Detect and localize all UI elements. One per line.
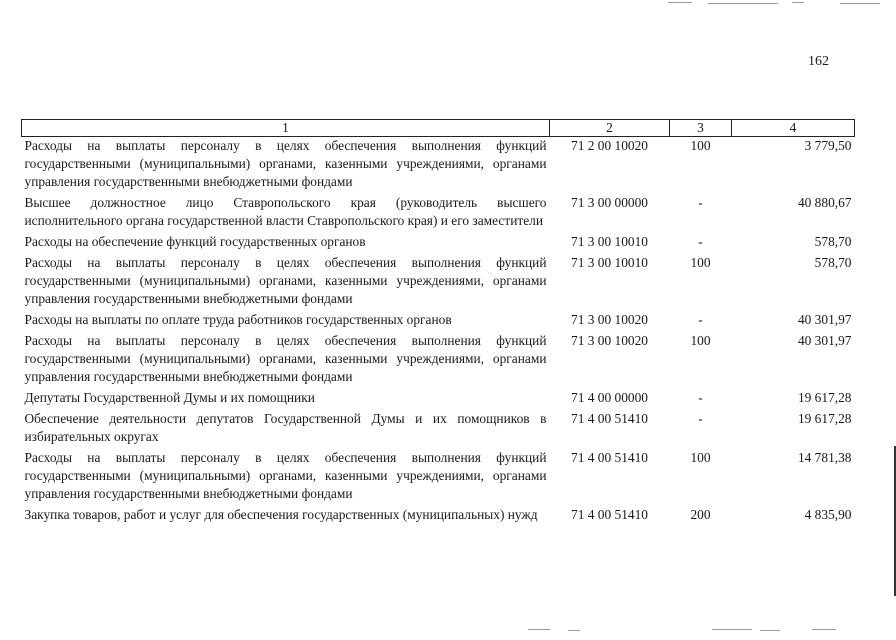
table-row bbox=[22, 194, 855, 233]
table-row bbox=[22, 137, 855, 195]
table-row bbox=[22, 506, 855, 527]
column-header: 2 bbox=[550, 120, 670, 137]
target-article-code: 71 4 00 00000 bbox=[571, 390, 648, 405]
expense-type-code: 100 bbox=[690, 450, 711, 465]
expense-type-code: 100 bbox=[690, 138, 711, 153]
target-article-code: 71 4 00 51410 bbox=[571, 450, 648, 465]
table-row bbox=[22, 311, 855, 332]
scan-mark-bottom-4 bbox=[760, 630, 780, 631]
scan-mark-bottom-5 bbox=[812, 629, 836, 630]
page-number: 162 bbox=[808, 54, 829, 69]
amount: 14 781,38 bbox=[797, 450, 852, 465]
column-header: 4 bbox=[732, 120, 855, 137]
expense-description: Расходы на выплаты по оплате труда работников государственных органов bbox=[24, 312, 452, 327]
column-header: 3 bbox=[670, 120, 732, 137]
table-header-row bbox=[22, 120, 855, 137]
scan-mark-top-4 bbox=[840, 3, 880, 4]
target-article-code: 71 3 00 10010 bbox=[571, 255, 648, 270]
amount: 578,70 bbox=[814, 234, 852, 249]
expense-description: Закупка товаров, работ и услуг для обеспечения государственных (муниципальных) нужд bbox=[24, 507, 538, 522]
target-article-code: 71 4 00 51410 bbox=[571, 507, 648, 522]
expense-type-code: - bbox=[698, 234, 703, 249]
expense-description: Обеспечение деятельности депутатов Государственной Думы и их помощников в избирательных округах bbox=[24, 411, 547, 444]
scan-mark-bottom-2 bbox=[568, 630, 580, 631]
amount: 40 880,67 bbox=[797, 195, 852, 210]
target-article-code: 71 2 00 10020 bbox=[571, 138, 648, 153]
scan-mark-bottom-3 bbox=[712, 629, 752, 630]
amount: 40 301,97 bbox=[797, 312, 852, 327]
expense-type-code: - bbox=[698, 312, 703, 327]
expense-type-code: 100 bbox=[690, 333, 711, 348]
expense-type-code: 100 bbox=[690, 255, 711, 270]
target-article-code: 71 3 00 10010 bbox=[571, 234, 648, 249]
table-row bbox=[22, 254, 855, 311]
amount: 3 779,50 bbox=[804, 138, 852, 153]
amount: 4 835,90 bbox=[804, 507, 852, 522]
scan-mark-top-2 bbox=[708, 3, 778, 4]
amount: 19 617,28 bbox=[797, 411, 852, 426]
expense-description: Расходы на выплаты персоналу в целях обеспечения выполнения функций государственными (муниципальными) органами, казенными учреждениями, органами управления государственными внебюджетными фондами bbox=[24, 333, 547, 384]
expense-description: Расходы на выплаты персоналу в целях обеспечения выполнения функций государственными (муниципальными) органами, казенными учреждениями, органами управления государственными внебюджетными фондами bbox=[24, 255, 547, 306]
expense-type-code: - bbox=[698, 411, 703, 426]
target-article-code: 71 3 00 10020 bbox=[571, 333, 648, 348]
expense-type-code: - bbox=[698, 195, 703, 210]
table-row bbox=[22, 332, 855, 389]
amount: 40 301,97 bbox=[797, 333, 852, 348]
column-header: 1 bbox=[22, 120, 550, 137]
expense-description: Высшее должностное лицо Ставропольского края (руководитель высшего исполнительного органа государственной власти Ставропольского края) и его заместители bbox=[24, 195, 547, 228]
budget-table bbox=[21, 119, 855, 527]
expense-type-code: - bbox=[698, 390, 703, 405]
expense-description: Депутаты Государственной Думы и их помощники bbox=[24, 390, 315, 405]
expense-description: Расходы на выплаты персоналу в целях обеспечения выполнения функций государственными (муниципальными) органами, казенными учреждениями, органами управления государственными внебюджетными фондами bbox=[24, 138, 547, 189]
table-row bbox=[22, 389, 855, 410]
expense-description: Расходы на обеспечение функций государственных органов bbox=[24, 234, 366, 249]
expense-description: Расходы на выплаты персоналу в целях обеспечения выполнения функций государственными (муниципальными) органами, казенными учреждениями, органами управления государственными внебюджетными фондами bbox=[24, 450, 547, 501]
scan-mark-top-3 bbox=[792, 2, 804, 3]
expense-type-code: 200 bbox=[690, 507, 711, 522]
target-article-code: 71 4 00 51410 bbox=[571, 411, 648, 426]
scan-mark-top-1 bbox=[668, 2, 692, 3]
target-article-code: 71 3 00 00000 bbox=[571, 195, 648, 210]
table-row bbox=[22, 449, 855, 506]
scan-mark-bottom-1 bbox=[528, 629, 550, 630]
table-row bbox=[22, 410, 855, 449]
table-row bbox=[22, 233, 855, 254]
amount: 19 617,28 bbox=[797, 390, 852, 405]
target-article-code: 71 3 00 10020 bbox=[571, 312, 648, 327]
amount: 578,70 bbox=[814, 255, 852, 270]
